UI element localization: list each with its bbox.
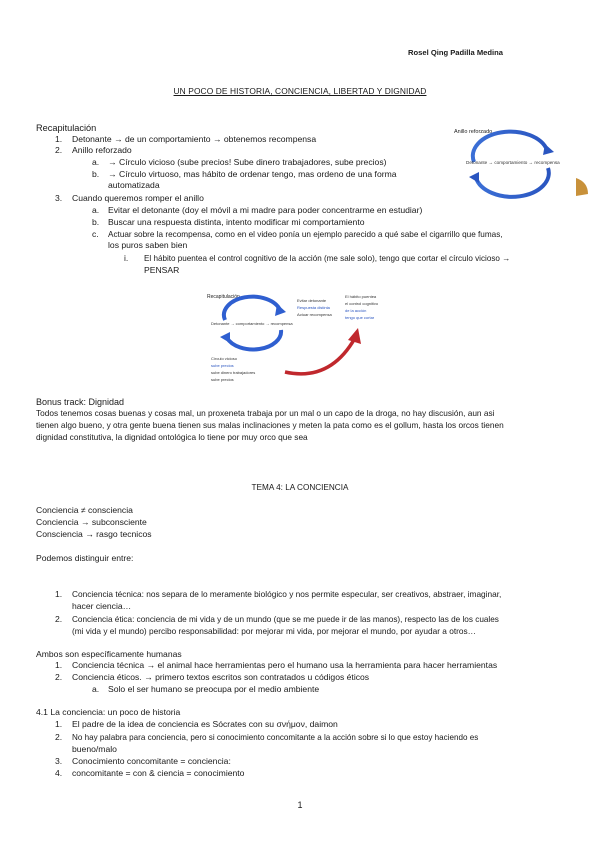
list-item: concomitante = con & ciencia = conocimiento [72,768,245,778]
break-cycle-diagram [205,290,395,394]
list-item: Evitar el detonante (doy el móvil a mi madre para poder concentrarme en estudiar) [108,205,423,215]
section-title: TEMA 4: LA CONCIENCIA [251,483,349,492]
cycle-arc-bottom [476,168,549,197]
list-number: 1. [55,660,63,670]
list-item: El hábito puentea el control cognitivo de la acción (me sale solo), tengo que cortar el círculo vicioso → [144,254,511,263]
red-curved-arrow [285,338,355,374]
list-item-continued: (mi vida y el mundo) percibo responsabilidad: por mejorar mi vida, por mejorar el mundo, por ayudar a otros… [72,626,476,636]
mid-col-line: Evitar detonante [297,298,327,303]
page-title: UN POCO DE HISTORIA, CONCIENCIA, LIBERTAD Y DIGNIDAD [173,86,427,96]
diagram-label-center: Detonante → comportamiento → recompensa [466,160,560,165]
list-item: → Círculo virtuoso, mas hábito de ordenar tengo, mas ordeno de una forma [108,169,397,179]
ring-arrowhead-bottom [220,332,230,343]
red-arrowhead [348,328,361,344]
right-col-line: El hábito puentea [345,294,377,299]
list-number: 1. [55,134,63,144]
diagram-label-ring: Recapitulación [207,294,240,300]
habit-cycle-diagram [452,124,588,204]
definition-line: Conciencia ≠ consciencia [36,505,133,515]
list-number: 2. [55,145,63,155]
bottom-col-line: Círculo vicioso [211,356,238,361]
list-item: Detonante → de un comportamiento → obtenemos recompensa [72,134,317,144]
cycle-arc-top [473,132,547,162]
right-col-line: el control cognitivo [345,301,379,306]
page-number: 1 [297,800,303,810]
diagram-center-text: Detonante → comportamiento → recompensa [211,321,293,326]
list-number: 2. [55,732,63,742]
list-item: Conciencia éticos. → primero textos escritos son contratados u códigos éticos [72,672,370,682]
list-letter: b. [92,217,100,227]
definition-line: Conciencia → subconsciente [36,517,147,527]
list-item-continued: automatizada [108,180,160,190]
list-letter: a. [92,205,100,215]
list-item-continued: PENSAR [144,265,180,275]
right-col-line: de la acción [345,308,367,313]
bonus-heading: Bonus track: Dignidad [36,397,125,407]
mid-col-line: Actuar recompensa [297,312,332,317]
subsection-heading: 4.1 La conciencia: un poco de historia [36,707,181,717]
list-item: Anillo reforzado [72,145,132,155]
list-item: → Círculo vicioso (sube precios! Sube dinero trabajadores, sube precios) [108,157,387,167]
list-letter: a. [92,157,100,167]
paragraph-line: Todos tenemos cosas buenas y cosas mal, un proxeneta trabaja por un mal o un capo de la droga, no hay discusión, aun asi [36,408,495,418]
list-item: El padre de la idea de conciencia es Sócrates con su σνήμον, daimon [72,719,338,729]
bottom-col-line: sube precios [211,363,234,368]
paragraph-line: tienen algo bueno, y otra gente buena tienen sus malas inclinaciones y meten la pata como es el gollum, hasta los orcos tienen [36,420,504,430]
list-item-continued: hacer ciencia… [72,601,132,611]
list-letter: c. [92,229,99,239]
list-number: 2. [55,672,63,682]
cycle-arrowhead-bottom [469,172,479,183]
list-item: No hay palabra para conciencia, pero si conocimiento concomitante a la acción sobre si lo que estoy haciendo es [72,733,479,742]
ring-arc-bottom [227,330,281,349]
list-number: 1. [55,589,63,599]
definition-line: Consciencia → rasgo tecnicos [36,529,152,539]
ring-arc-top [224,297,280,320]
list-number: 2. [55,614,63,624]
list-number: 4. [55,768,63,778]
bottom-col-line: sube dinero trabajadores [211,370,256,375]
list-number: 3. [55,756,63,766]
list-letter: b. [92,169,100,179]
list-item: Conciencia técnica → el animal hace herramientas pero el humano usa la herramienta para hacer herramientas [72,660,498,670]
list-number: 3. [55,193,63,203]
distinguish-intro: Podemos distinguir entre: [36,553,134,563]
list-item: Conocimiento concomitante = conciencia: [72,756,231,766]
ambos-heading: Ambos son específicamente humanas [36,649,182,659]
right-col-line: tengo que cortar [345,315,375,320]
list-item-continued: los puros saben bien [108,240,188,250]
list-item: Conciencia ética: conciencia de mi vida y de un mundo (que se me puede ir de las manos), respecto las de los cuales [72,615,499,624]
list-letter: a. [92,684,100,694]
list-roman: i. [124,253,129,263]
list-item: Solo el ser humano se preocupa por el medio ambiente [108,684,320,694]
paragraph-line: dignidad constitutiva, la dignidad ontológica lo tiene por muy orco que sea [36,432,308,442]
mid-col-line: Respuesta distinta [297,305,330,310]
list-item-continued: bueno/malo [72,744,117,754]
bottom-col-line: sube precios [211,377,234,382]
diagram-label-top: Anillo reforzado [454,129,493,135]
list-item: Cuando queremos romper el anillo [72,193,204,203]
diagram-decoration [576,178,588,196]
list-item: Actuar sobre la recompensa, como en el video ponía un ejemplo parecido a qué sabe el cigarrillo que fumas, [108,230,503,239]
list-number: 1. [55,719,63,729]
recap-heading: Recapitulación [36,123,97,133]
author-name: Rosel Qing Padilla Medina [408,48,503,57]
list-item: Buscar una respuesta distinta, intento modificar mi comportamiento [108,217,365,227]
list-item: Conciencia técnica: nos separa de lo meramente biológico y nos permite especular, ser creativos, abstraer, imaginar, [72,589,502,599]
